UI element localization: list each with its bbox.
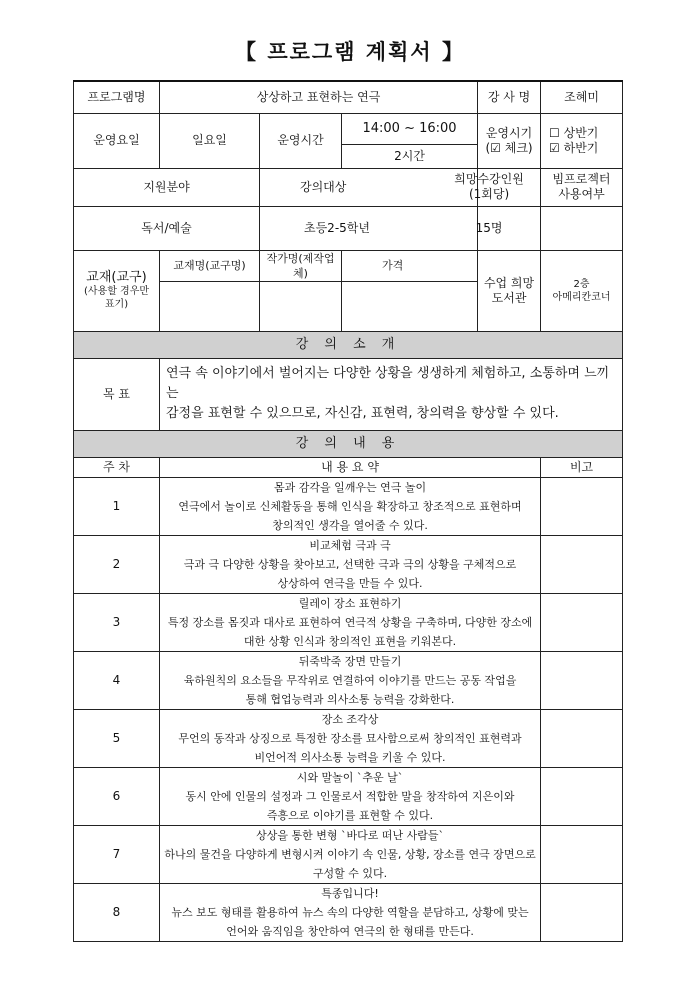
lesson-description-line: 언어와 움직임을 창안하여 연극의 한 형태를 만든다. xyxy=(226,924,474,938)
lesson-note xyxy=(541,709,623,767)
lesson-description-line: 하나의 물건을 다양하게 변형시켜 이야기 속 인물, 상황, 장소를 연극 장면으로 xyxy=(164,847,536,861)
field-header: 지원분야 xyxy=(74,168,260,206)
day-label: 운영요일 xyxy=(74,113,160,168)
lesson-row xyxy=(74,593,623,651)
time-label: 운영시간 xyxy=(260,113,342,168)
program-plan-form xyxy=(73,80,623,942)
capacity-value-text: 15명 xyxy=(475,220,503,235)
materials-label xyxy=(74,250,160,331)
target-header: 강의대상 xyxy=(260,168,478,206)
option-second-half[interactable] xyxy=(549,141,620,156)
target-value: 초등2-5학년 xyxy=(260,206,478,250)
lesson-summary xyxy=(160,535,541,593)
program-name-label: 프로그램명 xyxy=(74,81,160,113)
option-first-half-label: 상반기 xyxy=(563,125,599,140)
goal-label: 목 표 xyxy=(74,358,160,430)
period-label-line-1: 운영시기 xyxy=(485,125,533,140)
duration-value: 2시간 xyxy=(394,148,425,163)
materials-note-line-1: (사용할 경우만 xyxy=(83,286,150,297)
lesson-summary xyxy=(160,477,541,535)
lesson-note xyxy=(541,651,623,709)
period-label-line-2: (☑ 체크) xyxy=(485,140,533,155)
lesson-summary xyxy=(160,709,541,767)
capacity-value xyxy=(475,206,541,250)
lesson-row xyxy=(74,883,623,941)
summary-column-header: 내 용 요 약 xyxy=(160,457,541,477)
library-value xyxy=(541,250,623,331)
lesson-week: 7 xyxy=(74,825,160,883)
beam-header-line-2: 사용여부 xyxy=(558,187,605,201)
material-author-header: 작가명(제작업체) xyxy=(260,250,342,281)
option-first-half[interactable] xyxy=(549,126,620,141)
lesson-rows xyxy=(74,477,623,941)
lesson-title: 뒤죽박죽 장면 만들기 xyxy=(298,654,402,668)
capacity-header xyxy=(454,168,541,206)
lessons-section-header: 강 의 내 용 xyxy=(74,430,623,457)
lesson-title: 상상을 통한 변형 `바다로 떠난 사람들` xyxy=(256,828,444,842)
goal-text-line-1: 연극 속 이야기에서 벌어지는 다양한 상황을 생생하게 체험하고, 소통하며 느끼는 xyxy=(166,366,610,401)
lesson-row xyxy=(74,651,623,709)
lesson-summary xyxy=(160,825,541,883)
materials-note-line-2: 표기) xyxy=(104,299,129,310)
lesson-week: 3 xyxy=(74,593,160,651)
beam-header xyxy=(541,168,623,206)
lesson-note xyxy=(541,593,623,651)
beam-value xyxy=(541,206,623,250)
page-title: 【 프로그램 계획서 】 xyxy=(235,40,465,64)
material-price-header: 가격 xyxy=(342,250,478,281)
lesson-title: 시와 말놀이 `추운 날` xyxy=(296,770,404,784)
lesson-note xyxy=(541,477,623,535)
lesson-title: 비교체험 극과 극 xyxy=(309,538,391,552)
checkbox-unchecked-icon[interactable]: ☐ xyxy=(549,125,560,140)
lesson-description-line: 통해 협업능력과 의사소통 능력을 강화한다. xyxy=(245,692,455,706)
lesson-note xyxy=(541,883,623,941)
library-label xyxy=(478,250,541,331)
goal-text xyxy=(160,358,623,430)
lesson-week: 5 xyxy=(74,709,160,767)
instructor-name: 조혜미 xyxy=(541,81,623,113)
library-value-line-2: 아메리칸코너 xyxy=(552,291,611,303)
lesson-summary xyxy=(160,883,541,941)
lesson-row xyxy=(74,477,623,535)
lesson-description-line: 뉴스 보도 형태를 활용하여 뉴스 속의 다양한 역할을 분담하고, 상황에 맞는 xyxy=(171,905,529,919)
lesson-description-line: 즉흥으로 이야기를 표현할 수 있다. xyxy=(266,808,434,822)
lesson-week: 1 xyxy=(74,477,160,535)
lesson-row xyxy=(74,535,623,593)
capacity-header-line-1: 희망수강인원 xyxy=(454,172,524,186)
lesson-summary xyxy=(160,767,541,825)
program-name: 상상하고 표현하는 연극 xyxy=(160,81,478,113)
option-second-half-label: 하반기 xyxy=(563,140,599,155)
material-name-header: 교재명(교구명) xyxy=(160,250,260,281)
goal-text-line-2: 감정을 표현할 수 있으므로, 자신감, 표현력, 창의력을 향상할 수 있다. xyxy=(166,406,559,421)
lesson-description-line: 육하원칙의 요소들을 무작위로 연결하여 이야기를 만드는 공동 작업을 xyxy=(183,673,517,687)
material-name-value xyxy=(160,281,260,331)
lesson-title: 특종입니다! xyxy=(321,886,379,900)
lesson-week: 6 xyxy=(74,767,160,825)
day-value: 일요일 xyxy=(160,113,260,168)
period-label xyxy=(478,113,541,168)
lesson-title: 릴레이 장소 표현하기 xyxy=(298,596,402,610)
lesson-description-line: 창의적인 생각을 열어줄 수 있다. xyxy=(272,518,428,532)
material-author-value xyxy=(260,281,342,331)
lesson-description-line: 대한 상황 인식과 창의적인 표현을 키워본다. xyxy=(243,634,457,648)
lesson-note xyxy=(541,767,623,825)
instructor-label: 강 사 명 xyxy=(478,81,541,113)
lesson-row xyxy=(74,767,623,825)
lesson-description-line: 동시 안에 인물의 설정과 그 인물로서 적합한 말을 창작하여 지은이와 xyxy=(185,789,515,803)
field-value: 독서/예술 xyxy=(74,206,260,250)
library-value-line-1: 2층 xyxy=(573,278,590,290)
materials-label-main: 교재(교구) xyxy=(86,270,147,285)
lesson-description-line: 비언어적 의사소통 능력을 키울 수 있다. xyxy=(254,750,446,764)
lesson-description-line: 무언의 동작과 상징으로 특정한 장소를 묘사함으로써 창의적인 표현력과 xyxy=(178,731,522,745)
beam-header-line-1: 빔프로젝터 xyxy=(552,172,611,186)
lesson-row xyxy=(74,825,623,883)
lesson-description-line: 구성할 수 있다. xyxy=(312,866,388,880)
lesson-week: 4 xyxy=(74,651,160,709)
lesson-note xyxy=(541,825,623,883)
lesson-note xyxy=(541,535,623,593)
lesson-summary xyxy=(160,593,541,651)
week-column-header: 주 차 xyxy=(74,457,160,477)
time-value: 14:00 ~ 16:00 xyxy=(342,114,477,145)
capacity-header-line-2: (1회당) xyxy=(468,187,510,201)
lesson-title: 몸과 감각을 일깨우는 연극 놀이 xyxy=(273,480,427,494)
lesson-title: 장소 조각상 xyxy=(321,712,379,726)
lesson-week: 2 xyxy=(74,535,160,593)
library-label-line-1: 수업 희망 xyxy=(483,275,535,290)
lesson-week: 8 xyxy=(74,883,160,941)
lesson-description-line: 특정 장소를 몸짓과 대사로 표현하여 연극적 상황을 구축하며, 다양한 장소에 xyxy=(167,615,533,629)
lesson-row xyxy=(74,709,623,767)
period-options xyxy=(541,113,623,168)
lesson-description-line: 연극에서 놀이로 신체활동을 통해 인식을 확장하고 창조적으로 표현하며 xyxy=(178,499,522,513)
material-price-value xyxy=(342,281,478,331)
time-cell xyxy=(342,113,478,168)
lesson-summary xyxy=(160,651,541,709)
intro-section-header: 강 의 소 개 xyxy=(74,331,623,358)
lesson-description-line: 상상하여 연극을 만들 수 있다. xyxy=(277,576,423,590)
lesson-description-line: 극과 극 다양한 상황을 찾아보고, 선택한 극과 극의 상황을 구체적으로 xyxy=(183,557,517,571)
note-column-header: 비고 xyxy=(541,457,623,477)
library-label-line-2: 도서관 xyxy=(491,290,527,305)
checkbox-checked-icon[interactable]: ☑ xyxy=(549,140,560,155)
